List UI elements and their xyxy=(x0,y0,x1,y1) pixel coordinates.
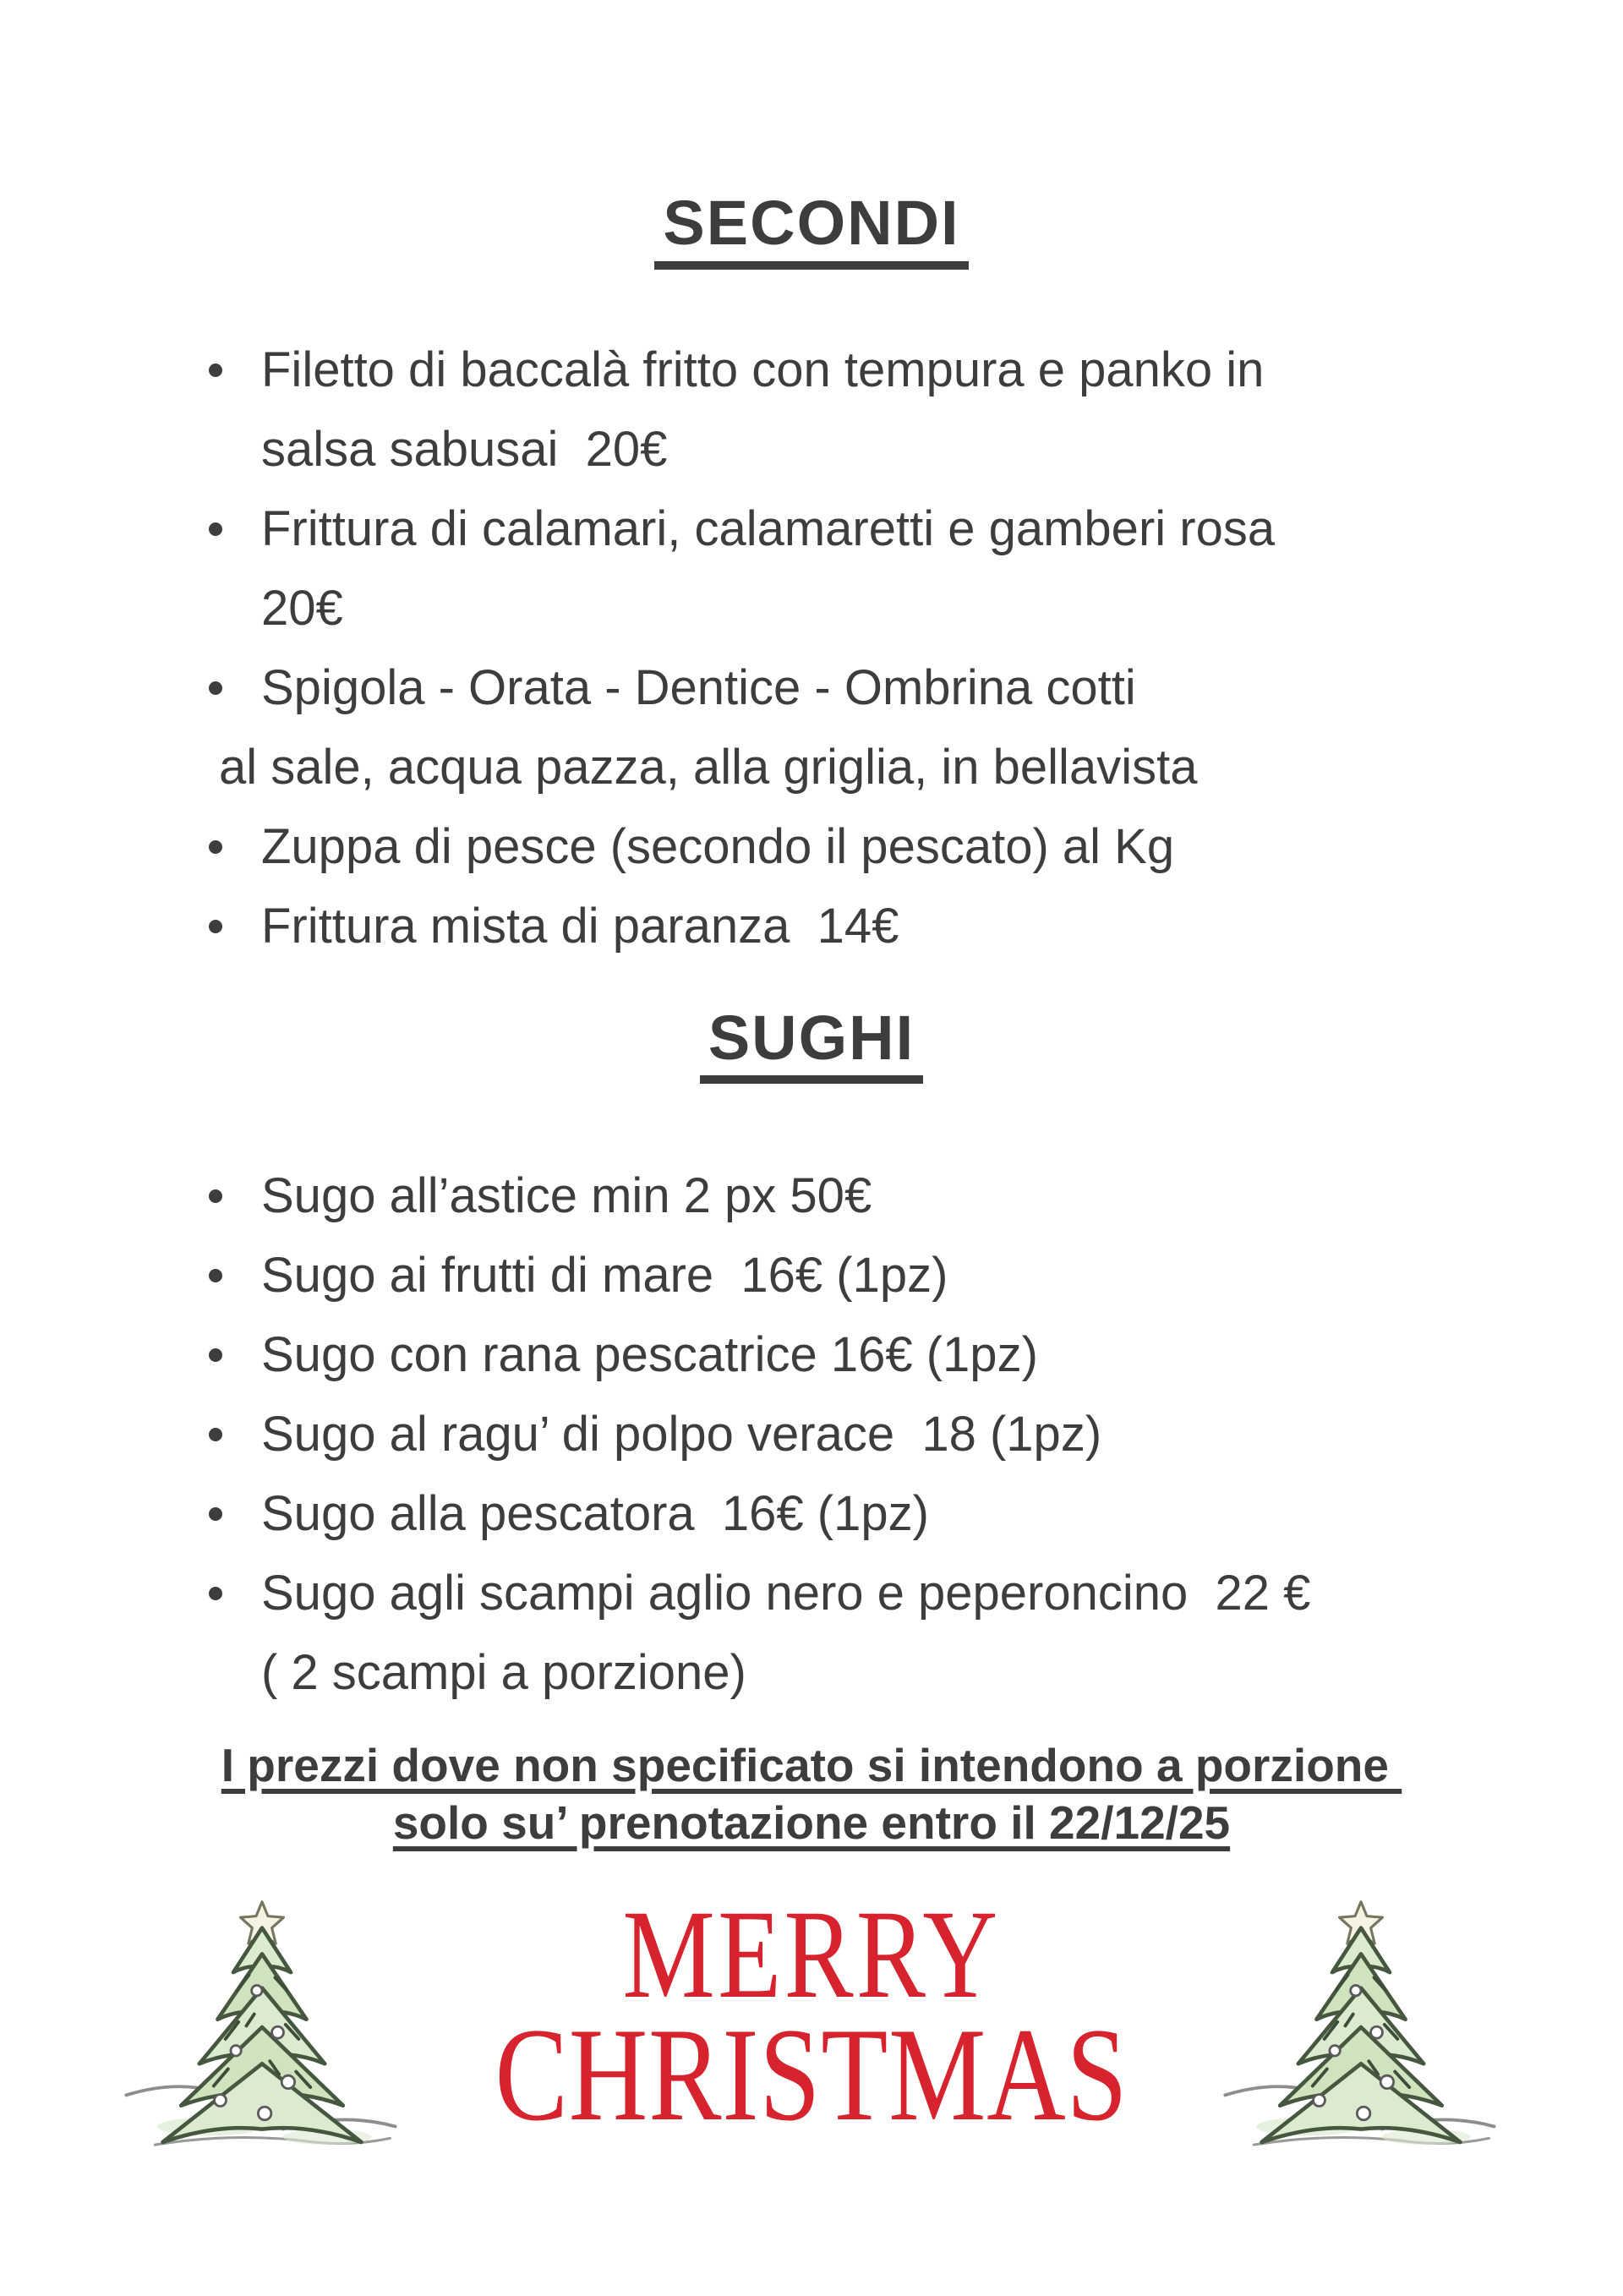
menu-item-text: Sugo con rana pescatrice 16€ (1pz) xyxy=(261,1327,1038,1383)
list-item xyxy=(207,807,1555,887)
section-title-sughi xyxy=(0,1002,1623,1085)
menu-item-text: Sugo agli scampi aglio nero e peperoncino 22 € xyxy=(261,1566,1311,1621)
sughi-list xyxy=(207,1156,1555,1713)
section-title-secondi xyxy=(0,190,1623,270)
list-item xyxy=(207,1156,1555,1236)
menu-item-text: ( 2 scampi a porzione) xyxy=(261,1645,746,1701)
bullet-dot-icon xyxy=(209,920,222,933)
list-item xyxy=(207,1554,1555,1713)
list-item xyxy=(207,887,1555,966)
list-item xyxy=(207,648,1555,807)
list-item xyxy=(207,489,1555,648)
christmas-tree-icon xyxy=(118,1895,406,2159)
menu-item-text: Sugo alla pescatora 16€ (1pz) xyxy=(261,1486,929,1542)
bullet-dot-icon xyxy=(209,681,222,695)
bullet-dot-icon xyxy=(209,1428,222,1441)
merry-christmas-text xyxy=(478,1884,1144,2150)
secondi-list xyxy=(207,331,1555,966)
price-note xyxy=(0,1736,1623,1851)
menu-item-text: Frittura di calamari, calamaretti e gamberi rosa xyxy=(261,500,1276,556)
menu-item-text: Sugo al ragu’ di polpo verace 18 (1pz) xyxy=(261,1407,1102,1462)
bullet-dot-icon xyxy=(209,1348,222,1362)
list-item xyxy=(207,1315,1555,1395)
menu-item-text: Zuppa di pesce (secondo il pescato) al Kg xyxy=(261,818,1175,874)
bullet-dot-icon xyxy=(209,522,222,536)
menu-item-text: Frittura mista di paranza 14€ xyxy=(261,898,899,954)
bullet-dot-icon xyxy=(209,364,222,377)
christmas-tree-icon xyxy=(1217,1895,1505,2159)
price-note-line: I prezzi dove non specificato si intendono a porzione xyxy=(221,1739,1402,1792)
sughi-title-text: SUGHI xyxy=(700,1005,923,1085)
bullet-dot-icon xyxy=(209,840,222,854)
menu-item-text: Sugo ai frutti di mare 16€ (1pz) xyxy=(261,1248,948,1304)
menu-item-text: Sugo all’astice min 2 px 50€ xyxy=(261,1168,872,1224)
bullet-dot-icon xyxy=(209,1189,222,1203)
greeting-word-merry: MERRY xyxy=(622,1884,1001,2025)
christmas-footer xyxy=(0,1884,1623,2159)
menu-item-text: Spigola - Orata - Dentice - Ombrina cotti xyxy=(261,659,1136,715)
secondi-title-text: SECONDI xyxy=(654,190,968,270)
menu-item-text: 20€ xyxy=(261,580,343,636)
greeting-word-christmas: CHRISTMAS xyxy=(495,2001,1128,2150)
list-item xyxy=(207,331,1555,489)
menu-item-text: salsa sabusai 20€ xyxy=(261,421,668,477)
bullet-dot-icon xyxy=(209,1269,222,1282)
price-note-line: solo su’ prenotazione entro il 22/12/25 xyxy=(392,1796,1231,1850)
menu-item-text: Filetto di baccalà fritto con tempura e panko in xyxy=(261,342,1265,397)
list-item xyxy=(207,1236,1555,1315)
list-item xyxy=(207,1395,1555,1474)
bullet-dot-icon xyxy=(209,1587,222,1600)
list-item xyxy=(207,1474,1555,1554)
menu-item-text: al sale, acqua pazza, alla griglia, in bellavista xyxy=(219,739,1198,795)
bullet-dot-icon xyxy=(209,1507,222,1521)
